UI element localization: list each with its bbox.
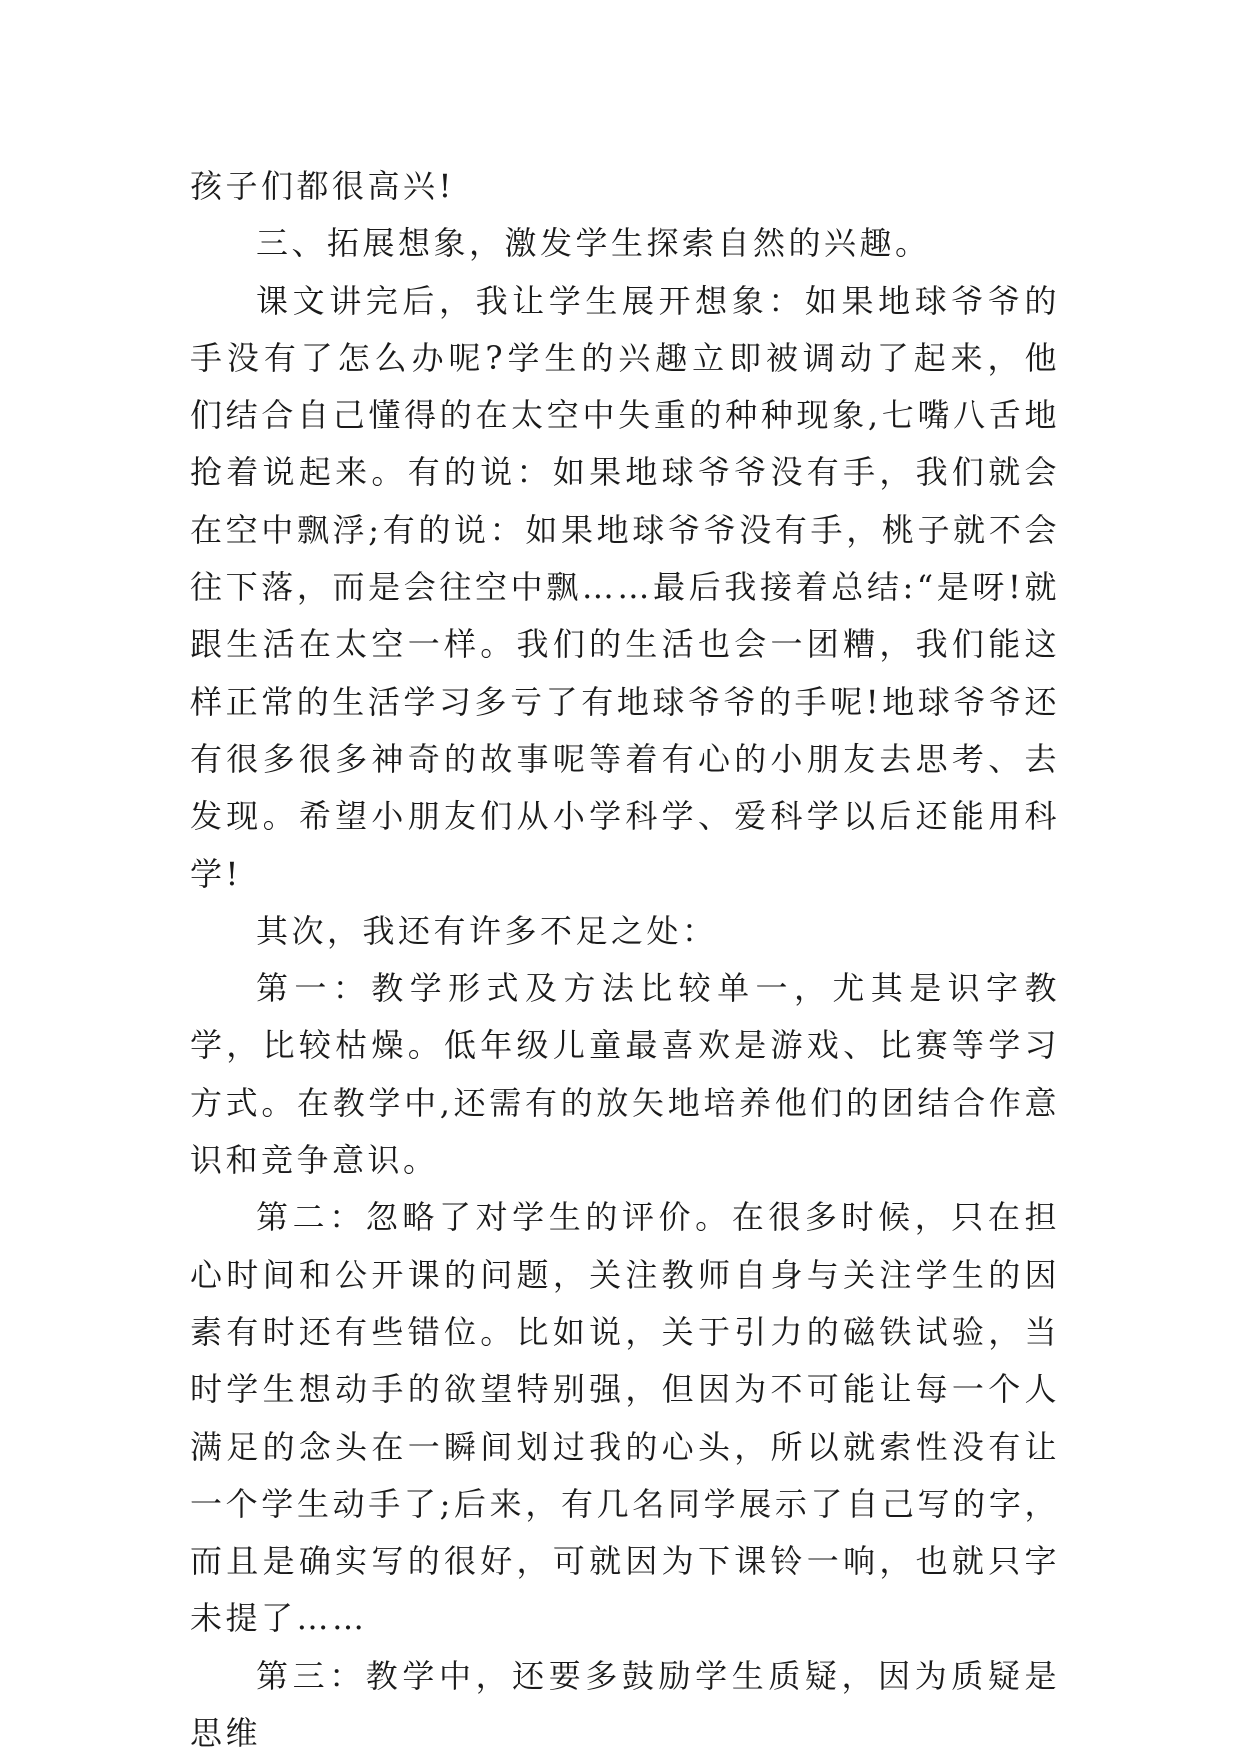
document-page (190, 158, 1060, 1762)
paragraph-5: 第一：教学形式及方法比较单一，尤其是识字教学，比较枯燥。低年级儿童最喜欢是游戏、比赛等学习方式。在教学中,还需有的放矢地培养他们的团结合作意识和竞争意识。 (190, 969, 1060, 1180)
paragraph-6: 第二：忽略了对学生的评价。在很多时候，只在担心时间和公开课的问题，关注教师自身与关注学生的因素有时还有些错位。比如说，关于引力的磁铁试验，当时学生想动手的欲望特别强，但因为不可能让每一个人满足的念头在一瞬间划过我的心头，所以就索性没有让一个学生动手了;后来，有几名同学展示了自己写的字，而且是确实写的很好，可就因为下课铃一响，也就只字未提了…… (190, 1198, 1060, 1638)
paragraph-2: 三、拓展想象，激发学生探索自然的兴趣。 (256, 224, 931, 263)
paragraph-1: 孩子们都很高兴! (190, 167, 455, 205)
paragraph-4: 其次，我还有许多不足之处： (256, 911, 718, 950)
paragraph-3: 课文讲完后，我让学生展开想象：如果地球爷爷的手没有了怎么办呢?学生的兴趣立即被调动了起来，他们结合自己懂得的在太空中失重的种种现象,七嘴八舌地抢着说起来。有的说：如果地球爷爷没有手，我们就会在空中飘浮;有的说：如果地球爷爷没有手，桃子就不会往下落，而是会往空中飘……最后我接着总结:“是呀!就跟生活在太空一样。我们的生活也会一团糟，我们能这样正常的生活学习多亏了有地球爷爷的手呢!地球爷爷还有很多很多神奇的故事呢等着有心的小朋友去思考、去发现。希望小朋友们从小学科学、爱科学以后还能用科学! (190, 281, 1060, 893)
paragraph-7: 第三：教学中，还要多鼓励学生质疑，因为质疑是思维 (190, 1656, 1060, 1753)
